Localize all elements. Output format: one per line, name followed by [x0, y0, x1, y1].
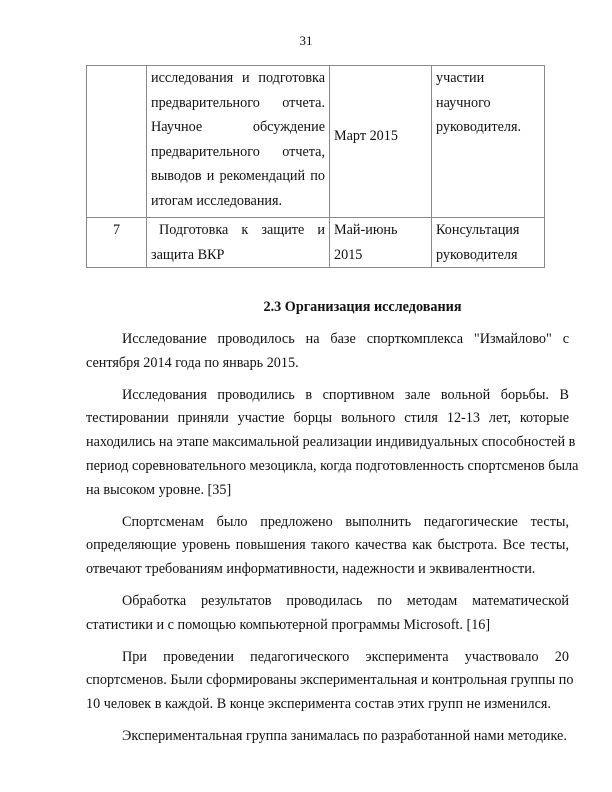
text-line: 10 человек в каждой. В конце эксперимента состав этих групп не изменился.: [86, 696, 551, 713]
table-row: [87, 66, 545, 218]
text-line: При проведении педагогического эксперимента участвовало 20: [122, 648, 569, 665]
text-line: на высоком уровне. [35]: [86, 481, 232, 498]
table-row: [87, 218, 545, 268]
paragraph: [86, 646, 574, 717]
text-line: спортсменов. Были сформированы экспериментальная и контрольная группы по: [86, 672, 574, 689]
paragraph: [86, 590, 569, 638]
task-line: Научное обсуждение: [151, 119, 325, 136]
text-line: определяющие уровень повышения такого качества как быстрота. Все тесты,: [86, 537, 569, 554]
date-cell: Март 2015: [330, 66, 432, 218]
task-line: предварительного отчета,: [151, 143, 325, 160]
task-line: защита ВКР: [151, 246, 225, 263]
text-line: Исследование проводилось на базе спорткомплекса "Измайлово" с: [122, 331, 569, 347]
text-line: Обработка результатов проводилась по методам математической: [122, 592, 569, 609]
text-line: Экспериментальная группа занималась по разработанной нами методике.: [122, 727, 567, 744]
task-line: итогам исследования.: [151, 192, 283, 209]
schedule-table: [86, 65, 545, 268]
paragraph: [86, 384, 579, 503]
text-line: сентября 2014 года по январь 2015.: [86, 354, 299, 371]
form-line: руководителя: [436, 246, 518, 263]
task-line: исследования и подготовка: [151, 70, 325, 86]
text-line: статистики и с помощью компьютерной программы Microsoft. [16]: [86, 616, 491, 633]
form-line: Консультация: [436, 222, 520, 238]
document-body: [86, 296, 579, 757]
paragraph: [86, 725, 569, 749]
form-line: руководителя.: [436, 119, 522, 136]
paragraph: [86, 511, 569, 582]
task-cell: [147, 66, 330, 218]
text-line: Исследования проводились в спортивном зале вольной борьбы. В: [122, 386, 569, 403]
form-cell: [432, 66, 545, 218]
page-number: 31: [299, 33, 313, 48]
text-line: Спортсменам было предложено выполнить педагогические тесты,: [122, 513, 569, 530]
date-cell: Май-июнь 2015: [330, 218, 432, 268]
text-line: тестировании приняли участие борцы вольного стиля 12-13 лет, которые: [86, 410, 569, 427]
form-cell: [432, 218, 545, 268]
task-line: выводов и рекомендаций по: [151, 168, 325, 185]
text-line: период соревновательного мезоцикла, когда подготовленность спортсменов была: [86, 457, 579, 474]
task-line: предварительного отчета.: [151, 94, 325, 111]
paragraph: [86, 328, 569, 376]
text-line: отвечают требованиям информативности, надежности и эквивалентности.: [86, 561, 536, 578]
row-number: 7: [87, 218, 147, 268]
task-cell: [147, 218, 330, 268]
section-heading: 2.3 Организация исследования: [263, 299, 462, 315]
row-number: [87, 66, 147, 218]
text-line: находились на этапе максимальной реализации индивидуальных способностей в: [86, 434, 576, 451]
task-line: Подготовка к защите и: [159, 222, 325, 238]
form-line: участии: [436, 70, 485, 86]
form-line: научного: [436, 94, 491, 111]
